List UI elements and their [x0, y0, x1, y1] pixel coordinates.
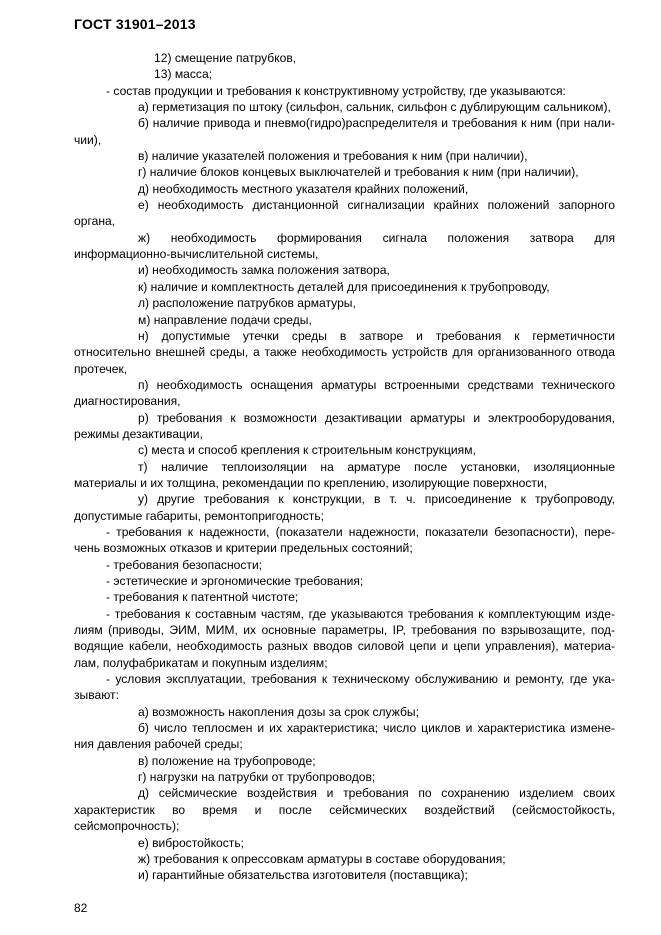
text-line: в) наличие указателей положения и требования к ним (при наличии), [138, 149, 528, 164]
text-line: с) места и способ крепления к строительным конструкциям, [138, 443, 476, 458]
text-line: водящие кабели, необходимость разных вводов силовой цепи и цепи управления), материа- [74, 639, 615, 654]
text-line: б) число теплосмен и их характеристика; число циклов и характеристика измене- [138, 721, 615, 736]
text-line: чии), [74, 132, 102, 147]
text-line: - требования безопасности; [106, 557, 263, 572]
text-line: - требования к патентной чистоте; [106, 590, 299, 605]
document-body [74, 50, 615, 884]
text-line: и) гарантийные обязательства изготовителя (поставщика); [138, 868, 468, 883]
text-line: - эстетические и эргономические требования; [106, 574, 364, 588]
text-line: режимы дезактивации, [74, 426, 203, 441]
text-line: 13) масса; [154, 67, 213, 82]
text-line: - требования к надежности, (показатели надежности, показатели безопасности), пере- [106, 524, 615, 539]
text-line: ж) требования к опрессовкам арматуры в составе оборудования; [138, 851, 506, 866]
text-line: относительно внешней среды, а также необходимость устройств для организованного отвода [74, 345, 615, 360]
text-line: характеристик во время и после сейсмических воздействий (сейсмостойкость, [74, 802, 615, 817]
text-line: д) необходимость местного указателя крайних положений, [138, 181, 469, 196]
text-line: диагностирования, [74, 394, 181, 409]
text-line: к) наличие и комплектность деталей для присоединения к трубопроводу, [138, 279, 550, 294]
text-line: сейсмопрочность); [74, 819, 180, 834]
text-line: д) сейсмические воздействия и требования по сохранению изделием своих [138, 786, 615, 801]
text-line: а) возможность накопления дозы за срок службы; [138, 704, 419, 719]
text-line: г) наличие блоков концевых выключателей и требования к ним (при наличии), [138, 165, 579, 180]
text-line: е) необходимость дистанционной сигнализации крайних положений запорного [138, 198, 615, 213]
text-line: е) вибростойкость; [138, 835, 245, 850]
page-number: 82 [74, 901, 88, 915]
text-line: материалы и их толщина, рекомендации по креплению, изолирующие поверхности, [74, 475, 548, 490]
text-line: информационно-вычислительной системы, [74, 247, 319, 262]
text-line: у) другие требования к конструкции, в т. ч. присоединение к трубопроводу, [138, 492, 615, 507]
text-line: зывают: [74, 688, 119, 703]
text-line: протечек, [74, 361, 128, 376]
document-header: ГОСТ 31901–2013 [74, 16, 196, 32]
text-line: л) расположение патрубков арматуры, [138, 296, 356, 311]
text-line: а) герметизация по штоку (сильфон, сальник, сильфон с дублирующим сальником), [138, 100, 611, 115]
text-line: п) необходимость оснащения арматуры встроенными средствами технического [138, 377, 615, 392]
text-line: г) нагрузки на патрубки от трубопроводов; [138, 770, 376, 785]
text-line: - условия эксплуатации, требования к техническому обслуживанию и ремонту, где ука- [106, 672, 615, 687]
text-line: т) наличие теплоизоляции на арматуре после установки, изоляционные [138, 459, 615, 474]
text-line: р) требования к возможности дезактивации арматуры и электрооборудования, [138, 410, 615, 425]
text-line: - требования к составным частям, где указываются требования к комплектующим изде- [106, 606, 615, 621]
text-line: лиям (приводы, ЭИМ, МИМ, их основные параметры, IP, требования по взрывозащите, под- [74, 623, 615, 638]
text-line: - состав продукции и требования к конструктивному устройству, где указываются: [106, 83, 566, 98]
text-line: м) направление подачи среды, [138, 312, 312, 327]
text-line: и) необходимость замка положения затвора, [138, 263, 390, 278]
text-line: органа, [74, 214, 116, 229]
text-line: б) наличие привода и пневмо(гидро)распределителя и требования к ним (при нали- [138, 116, 615, 131]
text-line: ж) необходимость формирования сигнала положения затвора для [138, 230, 615, 245]
text-line: ния давления рабочей среды; [74, 737, 243, 752]
text-line: лам, полуфабрикатам и покупным изделиям; [74, 655, 328, 670]
text-line: в) положение на трубопроводе; [138, 753, 316, 768]
text-line: допустимые габариты, ремонтопригодность; [74, 508, 324, 523]
text-line: 12) смещение патрубков, [154, 51, 297, 65]
text-line: н) допустимые утечки среды в затворе и требования к герметичности [138, 328, 615, 343]
text-line: чень возможных отказов и критерии предельных состояний; [74, 541, 413, 556]
